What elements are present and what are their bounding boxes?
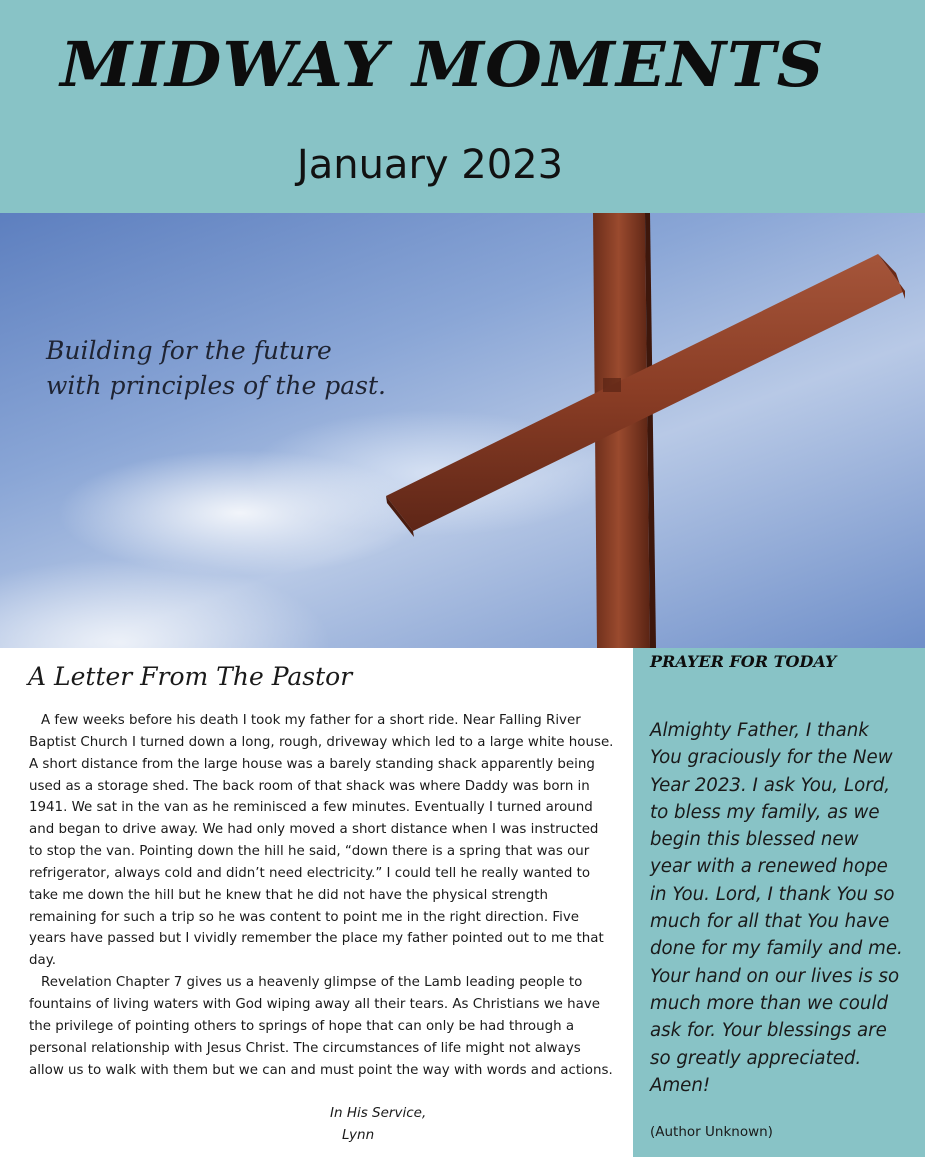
prayer-heading: PRAYER FOR TODAY [650,652,837,671]
prayer-line: year with a renewed hope [650,856,888,878]
hero-tagline [46,333,386,403]
cross-image [0,213,925,648]
prayer-line: Your hand on our lives is so [650,965,900,987]
pastor-letter [0,648,633,1157]
prayer-line: done for my family and me. [650,938,903,960]
prayer-line: ask for. Your blessings are [650,1020,887,1042]
prayer-line: in You. Lord, I thank You so [650,883,895,905]
letter-closing: In His Service, [330,1105,427,1121]
prayer-text [650,717,918,1099]
prayer-line: to bless my family, as we [650,801,880,823]
prayer-line: much for all that You have [650,911,890,933]
hero-banner [0,213,925,648]
letter-body [29,710,614,1081]
prayer-line: much more than we could [650,992,889,1014]
prayer-sidebar [633,648,925,1157]
prayer-line: Year 2023. I ask You, Lord, [650,774,891,796]
letter-signature: Lynn [342,1127,375,1143]
prayer-line: You graciously for the New [650,747,893,769]
masthead [0,0,925,213]
prayer-line: so greatly appreciated. [650,1047,862,1069]
letter-heading: A Letter From The Pastor [28,662,353,691]
letter-paragraph: Revelation Chapter 7 gives us a heavenly glimpse of the Lamb leading people to fountains of living waters with God wiping away all their tears. As Christians we have the privilege of pointing others to springs of hope that can only be had through a personal relationship with Jesus Christ. The circumstances of life might not always allow us to walk with them but we can and must point the way with words and actions. [29,975,613,1078]
prayer-line: Amen! [650,1074,711,1096]
prayer-line: begin this blessed new [650,829,859,851]
prayer-attribution: (Author Unknown) [650,1124,773,1140]
issue-date: January 2023 [296,142,564,188]
newsletter-title: MIDWAY MOMENTS [60,28,825,101]
letter-paragraph: A few weeks before his death I took my father for a short ride. Near Falling River Baptist Church I turned down a long, rough, driveway which led to a large white house. A short distance from the large house was a barely standing shack apparently being used as a storage shed. The back room of that shack was where Daddy was born in 1941. We sat in the van as he reminisced a few minutes. Eventually I turned around and began to drive away. We had only moved a short distance when I was instructed to stop the van. Pointing down the hill he said, “down there is a spring that was our refrigerator, always cold and didn’t need electricity.” I could tell he really wanted to take me down the hill but he knew that he did not have the physical strength remaining for such a trip so he was content to point me in the right direction. Five years have passed but I vividly remember the place my father pointed out to me that day. [29,713,614,969]
tagline-line-2: with principles of the past. [46,371,386,400]
prayer-line: Almighty Father, I thank [650,720,869,741]
tagline-line-1: Building for the future [46,336,332,365]
